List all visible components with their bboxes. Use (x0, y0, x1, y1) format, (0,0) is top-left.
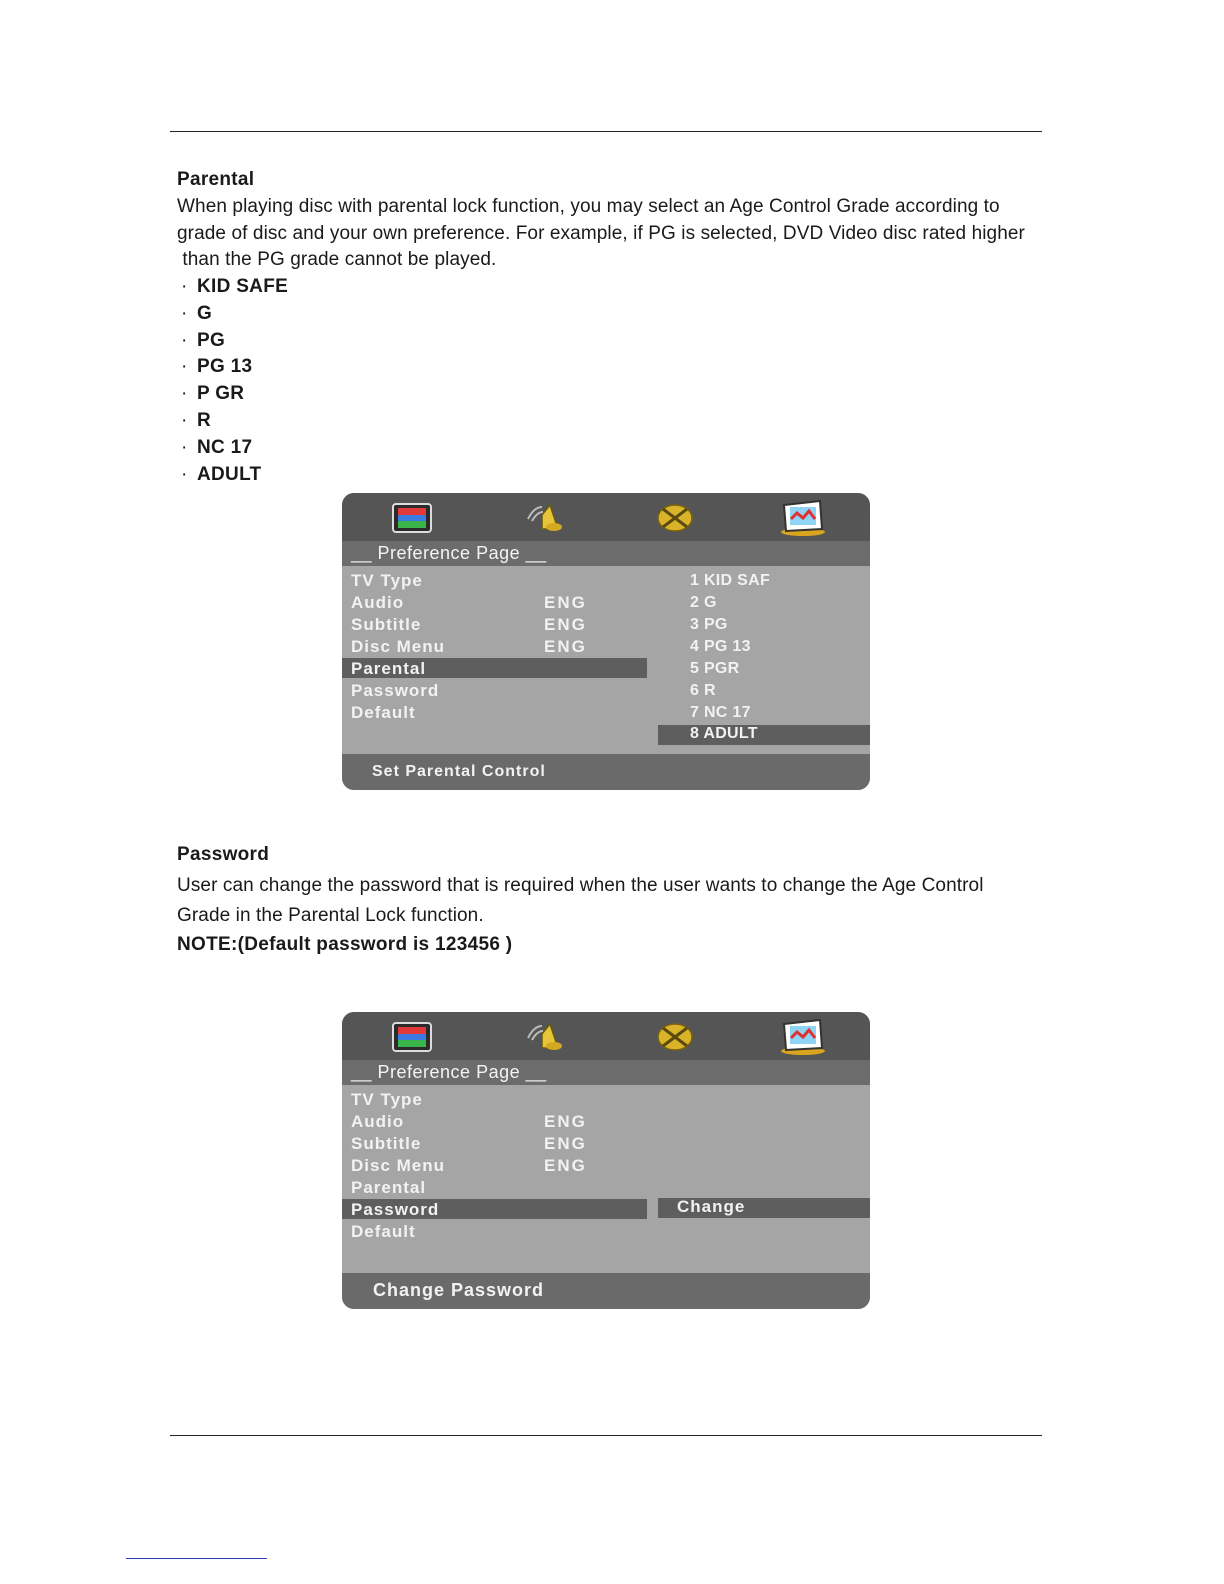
disc-icon (650, 1018, 700, 1056)
grade-item: · PG (181, 329, 226, 351)
speaker-audio-icon (522, 1018, 572, 1056)
grade-item: · ADULT (181, 463, 262, 485)
grade-item: · G (181, 302, 213, 324)
menu-item-default[interactable]: Default (351, 1222, 416, 1241)
tv-screen-icon (387, 499, 437, 537)
menu-item-audio[interactable]: Audio ENG (351, 1112, 587, 1131)
menu-item-password[interactable]: Password (351, 1200, 440, 1219)
password-line-1: User can change the password that is required when the user wants to change the Age Control (177, 875, 984, 896)
grade-option[interactable]: 1 KID SAF (690, 572, 771, 589)
menu-item-password[interactable]: Password (351, 681, 440, 700)
parental-heading: Parental (177, 169, 255, 190)
menu-item-audio[interactable]: Audio ENG (351, 593, 587, 612)
parental-line-2: grade of disc and your own preference. For example, if PG is selected, DVD Video disc rated higher (177, 222, 1025, 244)
menu-icon-bar (342, 493, 870, 541)
password-heading: Password (177, 844, 270, 865)
parental-description (177, 194, 1025, 274)
menu-footer: Change Password (342, 1273, 870, 1309)
menu-item-subtitle[interactable]: Subtitle ENG (351, 615, 587, 634)
grade-option[interactable]: 3 PG (690, 616, 728, 633)
menu-item-parental[interactable]: Parental (351, 659, 427, 678)
grade-option-selected[interactable]: 8 ADULT (690, 725, 758, 742)
menu-item-subtitle[interactable]: Subtitle ENG (351, 1134, 587, 1153)
grade-option[interactable]: 2 G (690, 594, 717, 611)
password-line-2: Grade in the Parental Lock function. (177, 905, 484, 926)
bottom-rule (170, 1435, 1042, 1436)
parental-line-3: than the PG grade cannot be played. (177, 249, 497, 270)
menu-item-tv-type[interactable]: TV Type (351, 571, 423, 590)
footer-link-underline (126, 1558, 267, 1559)
menu-footer: Set Parental Control (342, 754, 870, 790)
change-option[interactable]: Change (677, 1197, 746, 1216)
grade-item: · PG 13 (181, 356, 253, 378)
menu-item-disc-menu[interactable]: Disc Menu ENG (351, 1156, 587, 1175)
preference-picture-icon (778, 499, 828, 537)
menu-header: __ Preference Page __ (342, 1060, 870, 1085)
preference-picture-icon (778, 1018, 828, 1056)
grade-item: · NC 17 (181, 436, 253, 458)
disc-icon (650, 499, 700, 537)
menu-item-default[interactable]: Default (351, 703, 416, 722)
password-description (177, 871, 984, 931)
tv-screen-icon (387, 1018, 437, 1056)
grade-option[interactable]: 7 NC 17 (690, 704, 751, 721)
grade-item: · P GR (181, 383, 245, 405)
grade-option[interactable]: 5 PGR (690, 660, 740, 677)
speaker-audio-icon (522, 499, 572, 537)
menu-header: __ Preference Page __ (342, 541, 870, 566)
grade-item: · KID SAFE (181, 276, 289, 297)
parental-menu-screenshot (342, 493, 870, 790)
grade-option[interactable]: 6 R (690, 682, 716, 699)
grade-option[interactable]: 4 PG 13 (690, 638, 751, 655)
password-menu-screenshot (342, 1012, 870, 1309)
menu-item-parental[interactable]: Parental (351, 1178, 427, 1197)
parental-line-1: When playing disc with parental lock function, you may select an Age Control Grade according to (177, 196, 1000, 217)
menu-item-disc-menu[interactable]: Disc Menu ENG (351, 637, 587, 656)
grade-item: · R (181, 409, 212, 431)
menu-item-tv-type[interactable]: TV Type (351, 1090, 423, 1109)
top-rule (170, 131, 1042, 132)
default-password-note: NOTE:(Default password is 123456 ) (177, 934, 513, 955)
menu-icon-bar (342, 1012, 870, 1060)
grade-list (181, 276, 288, 490)
